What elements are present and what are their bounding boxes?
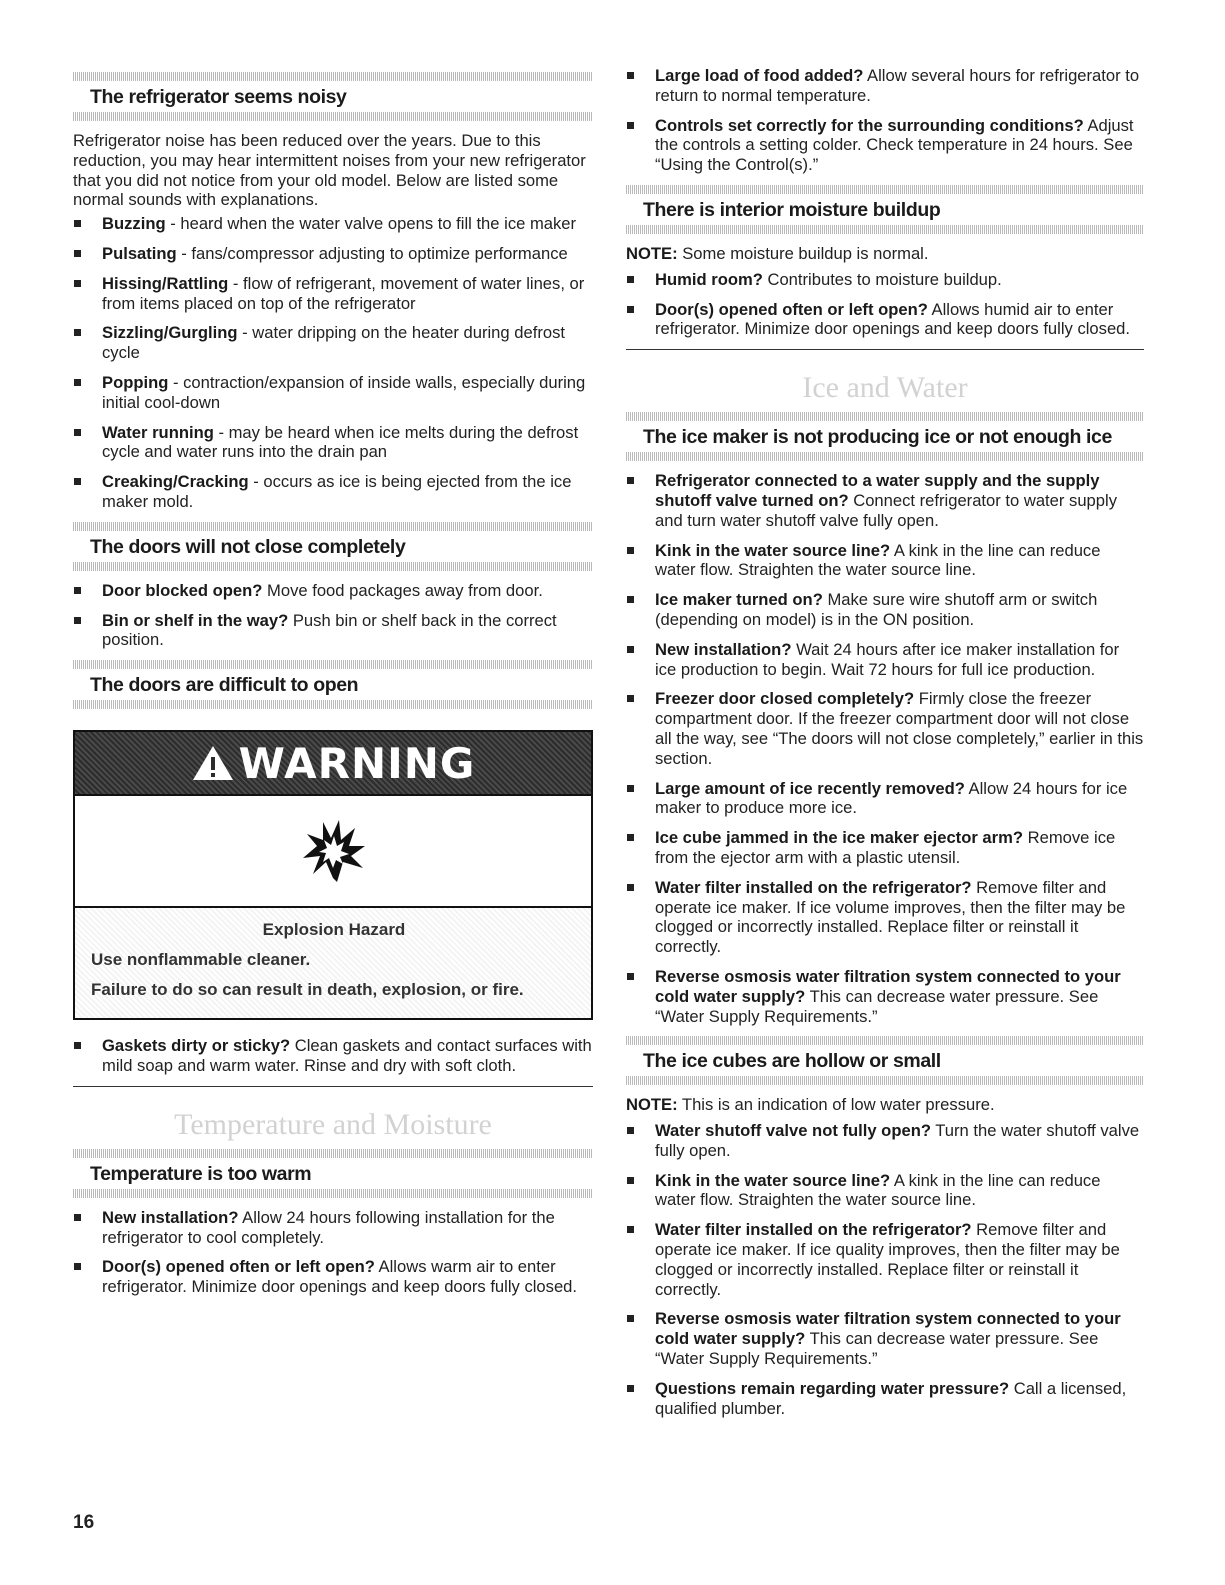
section-body-doors-close: [73, 581, 593, 650]
category-rule: [73, 1086, 593, 1087]
list-item: [626, 541, 1144, 581]
item-text: Clean gaskets and contact surfaces with mild soap and warm water. Rinse and dry with soft cloth.: [102, 1036, 592, 1075]
hazard-title: Explosion Hazard: [262, 920, 406, 940]
item-text: Firmly close the freezer compartment door. If the freezer compartment door will not close all the way, see “The doors will not close completely,” earlier in this section.: [655, 689, 1144, 768]
category-rule: [626, 349, 1144, 350]
list-item: [626, 1220, 1144, 1299]
section-title: The ice cubes are hollow or small: [643, 1050, 941, 1073]
section-body-no-ice: [626, 471, 1144, 1026]
item-term: Controls set correctly for the surrounding conditions?: [655, 115, 1084, 135]
divider: [626, 225, 1144, 234]
list-item: [73, 581, 593, 601]
item-text: Turn the water shutoff valve fully open.: [655, 1121, 1140, 1160]
list-item: [626, 828, 1144, 868]
note-label: NOTE:: [626, 243, 678, 263]
section-title: There is interior moisture buildup: [643, 198, 941, 221]
list-item: [626, 967, 1144, 1026]
section-title: The ice maker is not producing ice or not enough ice: [643, 426, 1112, 449]
item-term: Pulsating: [102, 243, 177, 263]
item-text: A kink in the line can reduce water flow. Straighten the water source line.: [655, 540, 1101, 580]
warning-line: Use nonflammable cleaner.: [91, 950, 311, 970]
item-term: Water filter installed on the refrigerator?: [655, 877, 972, 897]
item-text: - may be heard when ice melts during the defrost cycle and water runs into the drain pan: [102, 422, 579, 462]
note-label: NOTE:: [626, 1095, 678, 1115]
moisture-list: [626, 270, 1144, 339]
divider: [73, 660, 593, 669]
item-term: Water running: [102, 422, 214, 442]
item-term: Kink in the water source line?: [655, 1170, 891, 1190]
item-text: - fans/compressor adjusting to optimize performance: [176, 243, 568, 263]
item-term: Freezer door closed completely?: [655, 689, 915, 709]
section-body-hollow: [626, 1095, 1144, 1418]
list-item: [626, 300, 1144, 340]
item-term: Gaskets dirty or sticky?: [102, 1036, 291, 1056]
warning-triangle-icon: [191, 743, 235, 783]
section-body-noisy: [73, 131, 593, 512]
item-term: Hissing/Rattling: [102, 273, 229, 293]
list-item: [626, 1379, 1144, 1419]
item-text: Allows humid air to enter refrigerator. Minimize door openings and keep doors fully closed.: [655, 299, 1131, 339]
section-header-too-warm: [73, 1149, 593, 1198]
item-text: - heard when the water valve opens to fill the ice maker: [165, 214, 577, 234]
item-term: Ice cube jammed in the ice maker ejector arm?: [655, 828, 1023, 848]
list-item: [626, 878, 1144, 957]
list-item: [626, 270, 1144, 290]
item-text: Remove filter and operate ice maker. If ice quality improves, then the filter may be clogged or incorrectly installed. Replace filter or reinstall it correctly.: [655, 1220, 1120, 1299]
list-item: [73, 214, 593, 234]
list-item: [73, 373, 593, 413]
item-text: Contributes to moisture buildup.: [762, 269, 1002, 289]
right-column: [626, 66, 1144, 1428]
item-text: A kink in the line can reduce water flow. Straighten the water source line.: [655, 1170, 1101, 1210]
item-text: Allow 24 hours following installation for the refrigerator to cool completely.: [102, 1207, 555, 1247]
section-header-moisture: [626, 185, 1144, 234]
item-text: Allows warm air to enter refrigerator. Minimize door openings and keep doors fully closed.: [102, 1257, 578, 1297]
category-title: Ice and Water: [802, 371, 968, 405]
item-term: Popping: [102, 372, 169, 392]
intro-paragraph: Refrigerator noise has been reduced over the years. Due to this reduction, you may hear intermittent noises from your new refrigerator that you did not notice from your old model. Below are listed some normal sounds with explanations.: [73, 131, 586, 210]
section-title: The doors are difficult to open: [90, 674, 359, 697]
list-item: [626, 689, 1144, 768]
item-text: - water dripping on the heater during defrost cycle: [102, 323, 565, 363]
divider: [626, 185, 1144, 194]
sound-list: [73, 214, 593, 512]
item-text: Push bin or shelf back in the correct position.: [102, 610, 557, 650]
item-term: Ice maker turned on?: [655, 590, 823, 610]
list-item: [626, 471, 1144, 530]
item-term: Reverse osmosis water filtration system connected to your cold water supply?: [655, 1309, 1121, 1349]
divider: [73, 562, 593, 571]
item-term: Humid room?: [655, 269, 763, 289]
item-text: Call a licensed, qualified plumber.: [655, 1378, 1127, 1418]
warning-header: [75, 732, 591, 794]
list-item: [73, 274, 593, 314]
list-item: [626, 590, 1144, 630]
section-header-no-ice: [626, 412, 1144, 461]
item-term: Buzzing: [102, 214, 166, 234]
note-paragraph: [626, 244, 1144, 264]
item-text: This can decrease water pressure. See “Water Supply Requirements.”: [655, 986, 1099, 1026]
item-text: Wait 24 hours after ice maker installation for ice production to begin. Wait 72 hours for full ice production.: [655, 639, 1120, 679]
item-term: Questions remain regarding water pressure?: [655, 1378, 1010, 1398]
item-term: Door(s) opened often or left open?: [102, 1257, 375, 1277]
divider: [626, 1076, 1144, 1085]
warning-icon-area: [75, 794, 591, 908]
list-item: [626, 1171, 1144, 1211]
note-paragraph: [626, 1095, 1144, 1115]
item-term: Sizzling/Gurgling: [102, 323, 238, 343]
item-term: Kink in the water source line?: [655, 540, 891, 560]
list-item: [73, 1208, 593, 1248]
list-item: [73, 472, 593, 512]
divider: [73, 1189, 593, 1198]
divider: [73, 1149, 593, 1158]
item-text: Allow 24 hours for ice maker to produce more ice.: [655, 778, 1128, 818]
item-text: This can decrease water pressure. See “Water Supply Requirements.”: [655, 1329, 1099, 1369]
list-item: [73, 423, 593, 463]
too-warm-list: [73, 1208, 593, 1297]
item-text: - flow of refrigerant, movement of water lines, or from items placed on top of the refrigerator: [102, 273, 585, 313]
section-header-doors-open: [73, 660, 593, 709]
item-term: Bin or shelf in the way?: [102, 610, 289, 630]
section-title: Temperature is too warm: [90, 1162, 312, 1185]
hollow-list: [626, 1121, 1144, 1418]
no-ice-list: [626, 471, 1144, 1026]
item-text: Allow several hours for refrigerator to return to normal temperature.: [655, 66, 1140, 105]
doors-open-list: [73, 1036, 593, 1076]
item-term: Door blocked open?: [102, 580, 263, 600]
divider: [73, 522, 593, 531]
item-text: Move food packages away from door.: [262, 580, 543, 600]
too-warm-continued-list: [626, 66, 1144, 175]
list-item: [626, 779, 1144, 819]
explosion-icon: [293, 816, 373, 886]
item-text: Connect refrigerator to water supply and turn water shutoff valve fully open.: [655, 490, 1118, 530]
warning-title: WARNING: [238, 738, 476, 788]
item-term: Water shutoff valve not fully open?: [655, 1121, 931, 1141]
list-item: [626, 66, 1144, 106]
warning-line: Failure to do so can result in death, explosion, or fire.: [91, 980, 524, 1000]
item-text: - occurs as ice is being ejected from the ice maker mold.: [102, 472, 572, 511]
warning-body: [75, 908, 591, 1018]
item-term: New installation?: [655, 639, 792, 659]
item-term: Door(s) opened often or left open?: [655, 299, 928, 319]
item-term: Large amount of ice recently removed?: [655, 778, 965, 798]
item-text: Make sure wire shutoff arm or switch (depending on model) is in the ON position.: [655, 590, 1098, 629]
section-header-hollow: [626, 1036, 1144, 1085]
category-title: Temperature and Moisture: [174, 1107, 492, 1141]
left-column: [73, 58, 593, 1307]
list-item: [73, 1257, 593, 1297]
item-term: Reverse osmosis water filtration system connected to your cold water supply?: [655, 966, 1121, 1006]
divider: [73, 112, 593, 121]
list-item: [626, 1309, 1144, 1368]
note-text: Some moisture buildup is normal.: [677, 243, 929, 263]
section-header-doors-close: [73, 522, 593, 571]
item-term: Creaking/Cracking: [102, 472, 249, 492]
list-item: [626, 1121, 1144, 1161]
warning-box: [73, 730, 593, 1020]
divider: [626, 412, 1144, 421]
divider: [73, 700, 593, 709]
item-text: Remove filter and operate ice maker. If ice volume improves, then the filter may be clogged or incorrectly installed. Replace filter or reinstall it correctly.: [655, 877, 1126, 957]
section-body-too-warm: [73, 1208, 593, 1297]
note-text: This is an indication of low water pressure.: [677, 1095, 995, 1115]
item-text: - contraction/expansion of inside walls, especially during initial cool-down: [102, 372, 586, 412]
page-number: 16: [73, 1512, 95, 1533]
list-item: [73, 1036, 593, 1076]
item-term: Large load of food added?: [655, 66, 864, 85]
section-title: The refrigerator seems noisy: [90, 86, 347, 108]
list-item: [73, 323, 593, 363]
item-text: Adjust the controls a setting colder. Check temperature in 24 hours. See “Using the Control(s).”: [655, 115, 1134, 175]
list-item: [626, 116, 1144, 175]
divider: [626, 1036, 1144, 1045]
section-title: The doors will not close completely: [90, 535, 406, 558]
list-item: [73, 611, 593, 651]
list-item: [73, 244, 593, 264]
section-header-noisy: [73, 72, 593, 121]
doors-close-list: [73, 581, 593, 650]
divider: [73, 72, 593, 81]
item-term: Water filter installed on the refrigerator?: [655, 1220, 972, 1240]
section-body-moisture: [626, 244, 1144, 339]
item-term: New installation?: [102, 1207, 239, 1227]
divider: [626, 452, 1144, 461]
item-text: Remove ice from the ejector arm with a plastic utensil.: [655, 828, 1116, 867]
item-term: Refrigerator connected to a water supply and the supply shutoff valve turned on?: [655, 471, 1100, 510]
list-item: [626, 640, 1144, 680]
